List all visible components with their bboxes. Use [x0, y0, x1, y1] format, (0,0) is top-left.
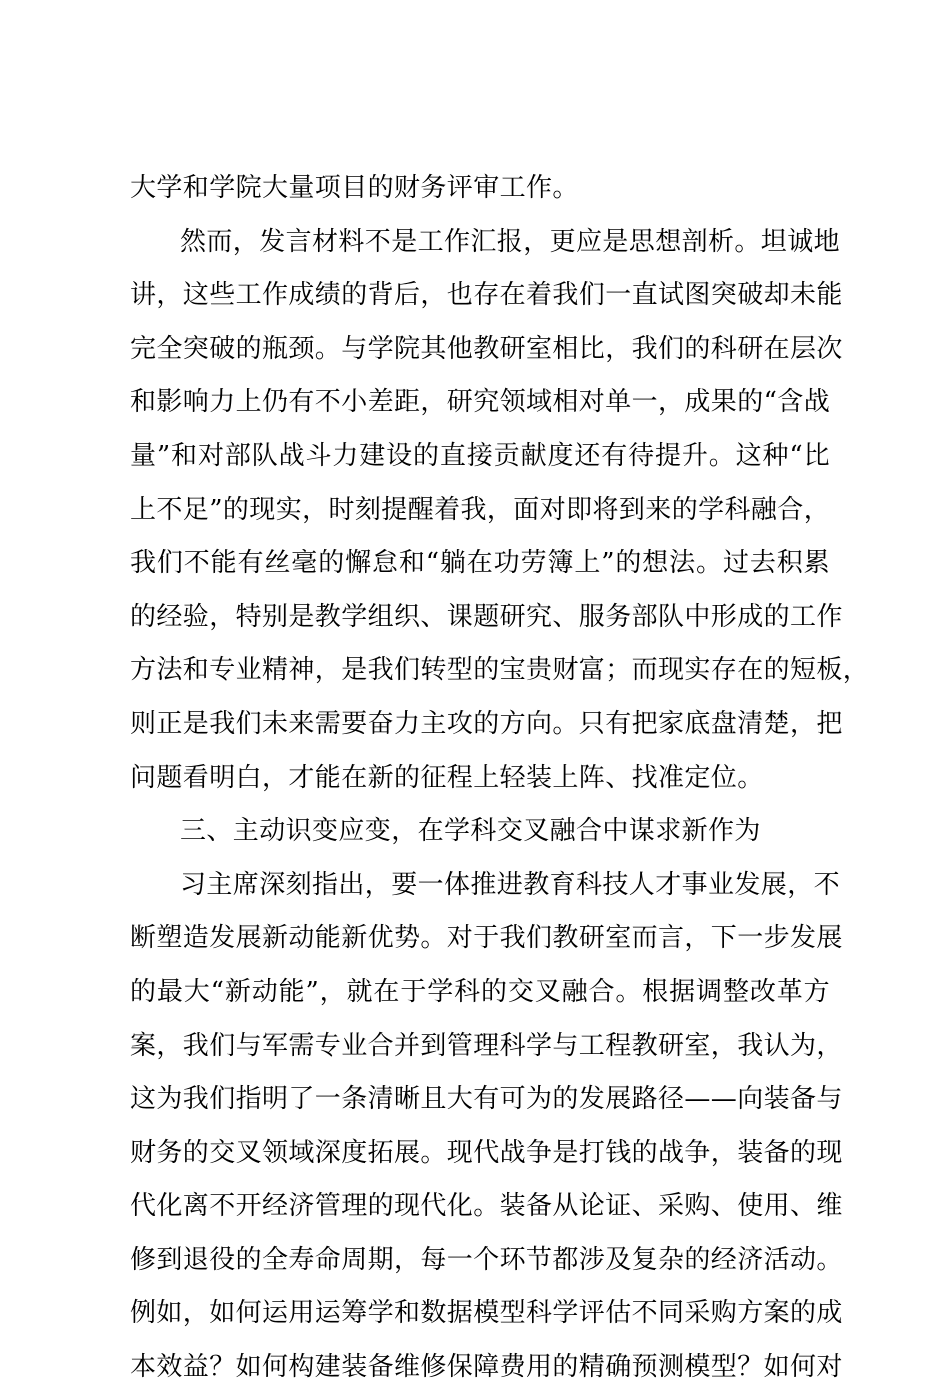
document-body — [130, 162, 870, 1395]
text-line: 修到退役的全寿命周期，每一个环节都涉及复杂的经济活动。 — [130, 1244, 843, 1275]
text-line: 代化离不开经济管理的现代化。装备从论证、采购、使用、维 — [130, 1191, 843, 1222]
text-line: 我们不能有丝毫的懈怠和“躺在功劳簿上”的想法。过去积累 — [130, 548, 830, 579]
text-line: 完全突破的瓶颈。与学院其他教研室相比，我们的科研在层次 — [130, 333, 843, 364]
text-line: 讲，这些工作成绩的背后，也存在着我们一直试图突破却未能 — [130, 280, 843, 311]
text-line: 断塑造发展新动能新优势。对于我们教研室而言，下一步发展 — [130, 923, 843, 954]
paragraph-first-line: 然而，发言材料不是工作汇报，更应是思想剖析。坦诚地 — [180, 226, 841, 257]
text-line: 则正是我们未来需要奋力主攻的方向。只有把家底盘清楚，把 — [130, 708, 843, 739]
text-line: 和影响力上仍有不小差距，研究领域相对单一，成果的“含战 — [130, 387, 831, 418]
text-line: 本效益？如何构建装备维修保障费用的精确预测模型？如何对 — [130, 1352, 843, 1383]
section-heading: 三、主动识变应变，在学科交叉融合中谋求新作为 — [180, 816, 761, 847]
text-line: 问题看明白，才能在新的征程上轻装上阵、找准定位。 — [130, 762, 764, 793]
text-line: 的最大“新动能”，就在于学科的交叉融合。根据调整改革方 — [130, 976, 830, 1007]
text-line: 财务的交叉领域深度拓展。现代战争是打钱的战争，装备的现 — [130, 1137, 843, 1168]
text-line: 上不足”的现实，时刻提醒着我，面对即将到来的学科融合， — [130, 494, 831, 525]
paragraph-first-line: 习主席深刻指出，要一体推进教育科技人才事业发展，不 — [180, 869, 841, 900]
text-line: 这为我们指明了一条清晰且大有可为的发展路径——向装备与 — [130, 1084, 843, 1115]
text-line: 量”和对部队战斗力建设的直接贡献度还有待提升。这种“比 — [130, 440, 830, 471]
text-line: 例如，如何运用运筹学和数据模型科学评估不同采购方案的成 — [130, 1298, 843, 1329]
text-line: 大学和学院大量项目的财务评审工作。 — [130, 173, 579, 203]
text-line: 的经验，特别是教学组织、课题研究、服务部队中形成的工作 — [130, 601, 843, 632]
text-line: 方法和专业精神，是我们转型的宝贵财富；而现实存在的短板， — [130, 655, 870, 686]
text-line: 案，我们与军需专业合并到管理科学与工程教研室，我认为， — [130, 1030, 843, 1061]
